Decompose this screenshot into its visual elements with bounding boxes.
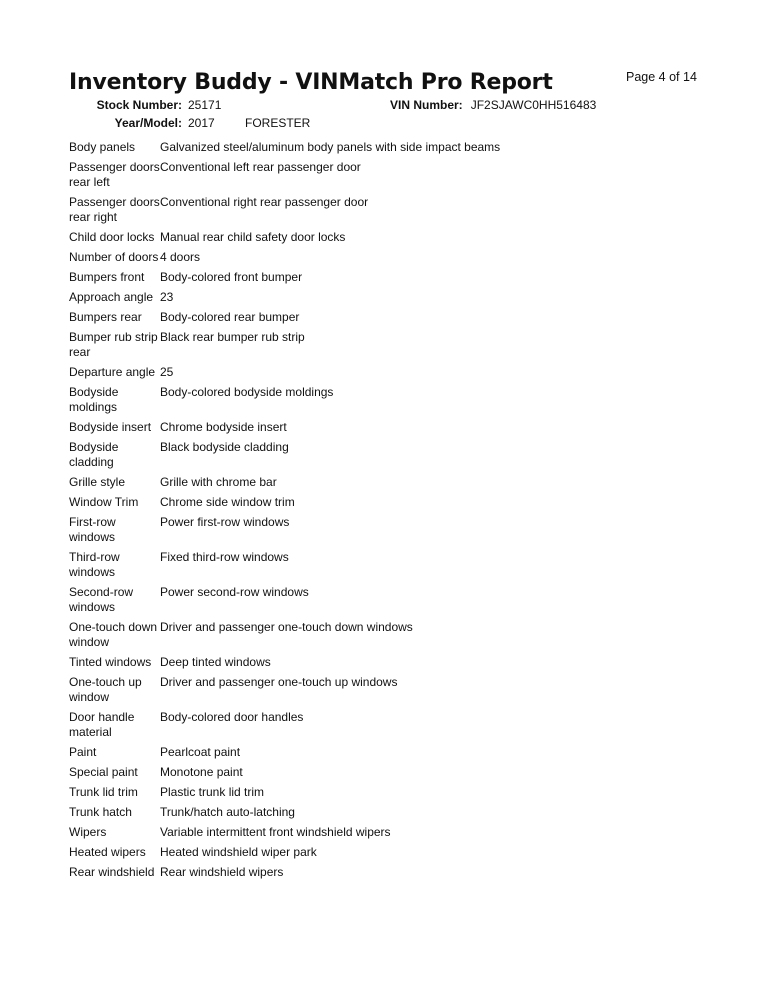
- page-number: Page 4 of 14: [626, 70, 697, 84]
- spec-label: Second-row windows: [69, 585, 134, 614]
- spec-value: Body-colored door handles: [160, 710, 304, 724]
- spec-value: Conventional left rear passenger door: [160, 160, 361, 174]
- table-row: [69, 290, 749, 305]
- table-row: [69, 550, 749, 580]
- vin-number-row: [390, 98, 596, 112]
- table-row: [69, 140, 749, 155]
- spec-label: Third-row windows: [69, 550, 120, 579]
- spec-label: Special paint: [69, 765, 138, 779]
- spec-label: Wipers: [69, 825, 107, 839]
- table-row: [69, 745, 749, 760]
- table-row: [69, 160, 749, 190]
- spec-label: Bumper rub strip rear: [69, 330, 158, 359]
- year-value: 2017: [188, 116, 215, 130]
- table-row: [69, 805, 749, 820]
- spec-table: [69, 140, 749, 885]
- table-row: [69, 250, 749, 265]
- stock-number-row: [69, 98, 221, 112]
- report-title: Inventory Buddy - VINMatch Pro Report: [69, 70, 553, 95]
- table-row: [69, 195, 749, 225]
- vin-number-value: JF2SJAWC0HH516483: [470, 98, 597, 112]
- spec-label: Bumpers front: [69, 270, 145, 284]
- spec-label: Passenger doors rear left: [69, 160, 160, 189]
- spec-value: Deep tinted windows: [160, 655, 271, 669]
- table-row: [69, 655, 749, 670]
- stock-number-label: Stock Number:: [96, 98, 182, 112]
- spec-value: Trunk/hatch auto-latching: [160, 805, 295, 819]
- table-row: [69, 710, 749, 740]
- spec-value: Chrome bodyside insert: [160, 420, 287, 434]
- table-row: [69, 330, 749, 360]
- spec-value: Variable intermittent front windshield wipers: [160, 825, 391, 839]
- spec-value: Chrome side window trim: [160, 495, 295, 509]
- spec-value: Body-colored bodyside moldings: [160, 385, 334, 399]
- spec-value: 23: [160, 290, 174, 304]
- table-row: [69, 675, 749, 705]
- spec-value: Heated windshield wiper park: [160, 845, 317, 859]
- table-row: [69, 825, 749, 840]
- spec-value: Conventional right rear passenger door: [160, 195, 369, 209]
- spec-label: Tinted windows: [69, 655, 152, 669]
- spec-label: One-touch down window: [69, 620, 158, 649]
- table-row: [69, 585, 749, 615]
- table-row: [69, 420, 749, 435]
- spec-label: First-row windows: [69, 515, 116, 544]
- spec-label: Paint: [69, 745, 97, 759]
- spec-label: Passenger doors rear right: [69, 195, 160, 224]
- spec-label: Bodyside insert: [69, 420, 152, 434]
- table-row: [69, 365, 749, 380]
- spec-value: Black bodyside cladding: [160, 440, 289, 454]
- table-row: [69, 475, 749, 490]
- spec-value: Plastic trunk lid trim: [160, 785, 265, 799]
- year-model-label: Year/Model:: [114, 116, 182, 130]
- spec-label: Grille style: [69, 475, 126, 489]
- table-row: [69, 385, 749, 415]
- table-row: [69, 440, 749, 470]
- spec-value: Galvanized steel/aluminum body panels with side impact beams: [160, 140, 501, 154]
- spec-label: Bodyside cladding: [69, 440, 119, 469]
- table-row: [69, 495, 749, 510]
- table-row: [69, 620, 749, 650]
- spec-value: Power first-row windows: [160, 515, 290, 529]
- spec-value: 4 doors: [160, 250, 201, 264]
- spec-value: Grille with chrome bar: [160, 475, 277, 489]
- table-row: [69, 865, 749, 880]
- year-model-row: [69, 116, 310, 130]
- spec-label: Child door locks: [69, 230, 155, 244]
- table-row: [69, 310, 749, 325]
- table-row: [69, 270, 749, 285]
- spec-label: Approach angle: [69, 290, 154, 304]
- spec-value: Pearlcoat paint: [160, 745, 241, 759]
- vin-number-label: VIN Number:: [390, 98, 463, 112]
- spec-value: Monotone paint: [160, 765, 243, 779]
- spec-value: Driver and passenger one-touch up windows: [160, 675, 398, 689]
- spec-label: Trunk lid trim: [69, 785, 138, 799]
- spec-label: Number of doors: [69, 250, 159, 264]
- spec-label: Body panels: [69, 140, 136, 154]
- table-row: [69, 765, 749, 780]
- table-row: [69, 845, 749, 860]
- spec-label: Heated wipers: [69, 845, 146, 859]
- model-value: FORESTER: [245, 116, 311, 130]
- spec-label: Bumpers rear: [69, 310, 142, 324]
- spec-value: 25: [160, 365, 174, 379]
- spec-label: Window Trim: [69, 495, 139, 509]
- spec-label: Bodyside moldings: [69, 385, 119, 414]
- spec-label: One-touch up window: [69, 675, 142, 704]
- spec-value: Body-colored rear bumper: [160, 310, 300, 324]
- spec-value: Fixed third-row windows: [160, 550, 289, 564]
- table-row: [69, 515, 749, 545]
- spec-value: Driver and passenger one-touch down windows: [160, 620, 413, 634]
- spec-label: Door handle material: [69, 710, 135, 739]
- spec-value: Rear windshield wipers: [160, 865, 284, 879]
- spec-label: Departure angle: [69, 365, 156, 379]
- table-row: [69, 785, 749, 800]
- spec-label: Rear windshield: [69, 865, 155, 879]
- spec-value: Body-colored front bumper: [160, 270, 303, 284]
- stock-number-value: 25171: [188, 98, 222, 112]
- table-row: [69, 230, 749, 245]
- spec-value: Manual rear child safety door locks: [160, 230, 346, 244]
- spec-value: Black rear bumper rub strip: [160, 330, 305, 344]
- spec-value: Power second-row windows: [160, 585, 309, 599]
- spec-label: Trunk hatch: [69, 805, 132, 819]
